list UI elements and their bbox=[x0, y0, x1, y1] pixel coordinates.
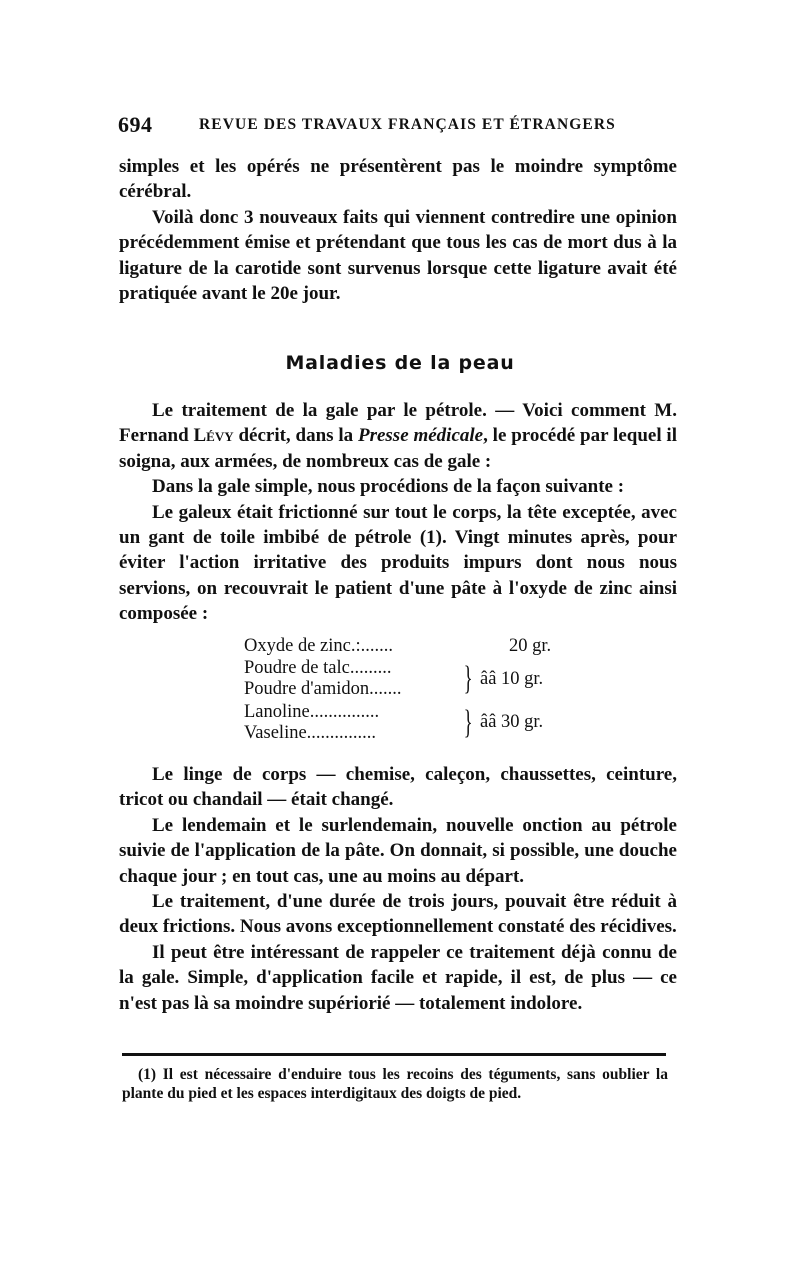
article-title: Le traitement de la gale par le pétrole. bbox=[152, 400, 487, 421]
intro-after-author: décrit, dans la bbox=[233, 425, 358, 447]
article-body bbox=[119, 398, 677, 627]
formula-ingredient: Lanoline............... bbox=[244, 702, 380, 722]
page-number: 694 bbox=[118, 112, 153, 137]
formula-ingredient: Poudre de talc......... bbox=[244, 658, 392, 678]
footnote bbox=[122, 1065, 668, 1103]
formula-ingredient: Poudre d'amidon....... bbox=[244, 679, 402, 699]
voila-paragraph: Voilà donc 3 nouveaux faits qui viennent contredire une opinion précédemment émise et prétendant que tous les cas de mort dus à la ligature de la carotide sont survenus lorsque cette ligature avait été pratiquée avant le 20e jour. bbox=[119, 206, 677, 305]
author-surname: Lévy bbox=[193, 425, 234, 447]
closing-text bbox=[119, 762, 677, 1016]
interessant-paragraph: Il peut être intéressant de rappeler ce traitement déjà connu de la gale. Simple, d'application facile et rapide, il est, de plus — ce n'est pas là sa moindre supériorié — totalement indolore. bbox=[119, 941, 677, 1014]
intro-dash: — Voici comment M. Fernand bbox=[119, 400, 677, 447]
footnote-text: (1) Il est nécessaire d'enduire tous les recoins des téguments, sans oublier la plante du pied et les espaces interdigitaux des doigts de pied. bbox=[122, 1066, 668, 1102]
simple-paragraph: Dans la gale simple, nous procédions de la façon suivante : bbox=[152, 476, 625, 498]
formula-quantity: 20 gr. bbox=[509, 636, 552, 656]
intro-end: , le procédé par lequel il soigna, aux armées, de nombreux cas de gale : bbox=[119, 425, 677, 472]
formula-ingredient: Vaseline............... bbox=[244, 723, 377, 743]
formula bbox=[244, 636, 604, 746]
group-1-quantity: ââ 10 gr. bbox=[480, 669, 544, 689]
right-brace-icon: } bbox=[463, 660, 473, 697]
group-2-quantity: ââ 30 gr. bbox=[480, 712, 544, 732]
right-brace-icon: } bbox=[463, 704, 473, 741]
formula-ingredient: Oxyde de zinc.:....... bbox=[244, 636, 393, 656]
galeux-paragraph: Le galeux était frictionné sur tout le corps, la tête exceptée, avec un gant de toile imbibé de pétrole (1). Vingt minutes après, pour éviter l'action irritative des produits impurs dont nous nous servions, on recouvrait le patient d'une pâte à l'oxyde de zinc ainsi composée : bbox=[119, 501, 677, 625]
journal-name: Presse médicale bbox=[357, 425, 484, 447]
traitement-paragraph: Le traitement, d'une durée de trois jours, pouvait être réduit à deux frictions. Nous avons exceptionnellement constaté des récidives. bbox=[119, 891, 677, 938]
lendemain-paragraph: Le lendemain et le surlendemain, nouvelle onction au pétrole suivie de l'application de la pâte. On donnait, si possible, une douche chaque jour ; en tout cas, une au moins au départ. bbox=[119, 814, 677, 887]
running-head bbox=[118, 112, 673, 144]
footnote-rule bbox=[122, 1053, 666, 1056]
opening-text bbox=[119, 154, 677, 306]
article-intro bbox=[119, 398, 677, 474]
linge-paragraph: Le linge de corps — chemise, caleçon, chaussettes, ceinture, tricot ou chandail — était changé. bbox=[119, 764, 677, 811]
section-title: Maladies de la peau bbox=[285, 352, 515, 374]
continued-paragraph: simples et les opérés ne présentèrent pas le moindre symptôme cérébral. bbox=[119, 156, 677, 203]
journal-title: REVUE DES TRAVAUX FRANÇAIS ET ÉTRANGERS bbox=[199, 116, 616, 133]
